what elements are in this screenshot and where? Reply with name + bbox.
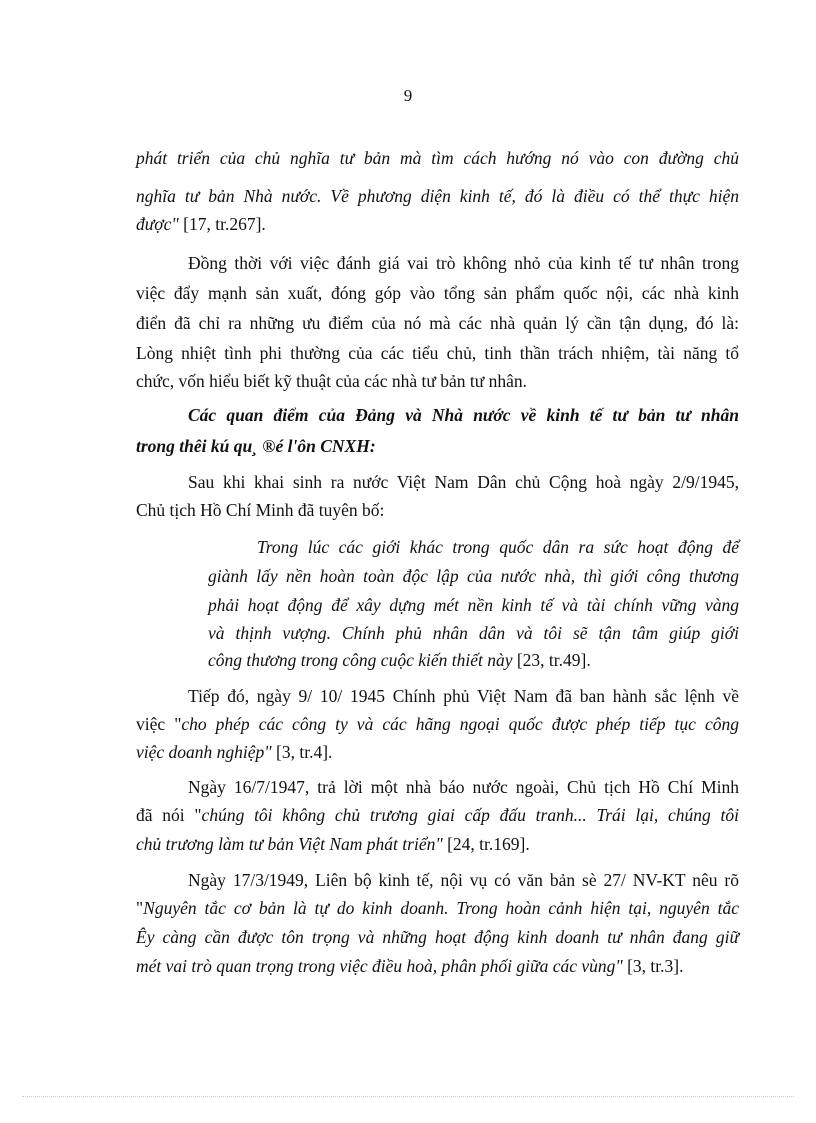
quote-line: phải hoạt động để xây dựng mét nền kinh tế và tài chính vững vàng — [208, 595, 739, 615]
citation: [24, tr.169]. — [442, 834, 530, 854]
text-line — [136, 742, 332, 763]
text-line — [136, 805, 739, 826]
text-line: Ngày 16/7/1947, trả lời một nhà báo nước ngoài, Chủ tịch Hồ Chí Minh — [188, 777, 739, 797]
quote-text: Nguyên tắc cơ bản là tự do kinh doanh. Trong hoàn cảnh hiện tại, nguyên tắc — [143, 898, 739, 918]
text-line — [136, 898, 739, 919]
text-line — [136, 956, 684, 977]
citation: [23, tr.49]. — [512, 650, 591, 670]
citation: [3, tr.4]. — [271, 742, 333, 762]
text-fragment: đã nói " — [136, 805, 202, 825]
quote-text: chúng tôi không chủ trương giai cấp đấu tranh... Trái lại, chúng tôi — [201, 805, 740, 825]
text-line: nghĩa tư bản Nhà nước. Về phương diện kinh tế, đó là điều có thể thực hiện — [136, 186, 739, 206]
text-line: chức, vốn hiểu biết kỹ thuật của các nhà tư bản tư nhân. — [136, 371, 527, 391]
quote-text: mét vai trò quan trọng trong việc điều hoà, phân phối giữa các vùng" — [136, 956, 623, 976]
heading-line: Các quan điểm của Đảng và Nhà nước về kinh tế tư bản tư nhân — [188, 405, 739, 425]
quote-line — [208, 650, 591, 671]
text-fragment: việc " — [136, 714, 182, 734]
quote-line: Trong lúc các giới khác trong quốc dân ra sức hoạt động để — [257, 537, 739, 557]
text-line: Chủ tịch Hồ Chí Minh đã tuyên bố: — [136, 500, 385, 520]
text-line — [136, 834, 530, 855]
page-bottom-divider — [22, 1096, 794, 1097]
quote-line: Êy càng cần được tôn trọng và những hoạt động kinh doanh tư nhân đang giữ — [136, 927, 739, 947]
text-line: Tiếp đó, ngày 9/ 10/ 1945 Chính phủ Việt Nam đã ban hành sắc lệnh về — [188, 686, 739, 706]
text-line: Lòng nhiệt tình phi thường của các tiểu chủ, tinh thần trách nhiệm, tài năng tổ — [136, 343, 739, 363]
text-line: Đồng thời với việc đánh giá vai trò không nhỏ của kinh tế tư nhân trong — [188, 253, 739, 273]
citation: [17, tr.267]. — [178, 214, 266, 234]
text-line — [136, 214, 266, 235]
text-fragment: " — [136, 898, 144, 918]
heading-line: trong thêi kú qu¸ ®é l'ôn CNXH: — [136, 436, 376, 456]
quote-text: chủ trương làm tư bản Việt Nam phát triển" — [136, 834, 443, 854]
quote-text: công thương trong công cuộc kiến thiết này — [208, 650, 513, 670]
quote-line: và thịnh vượng. Chính phủ nhân dân và tôi sẽ tận tâm giúp giới — [208, 623, 739, 643]
text-line: điển đã chỉ ra những ưu điểm của nó mà các nhà quản lý cần tận dụng, đó là: — [136, 313, 739, 333]
page-number: 9 — [403, 86, 413, 105]
text-line: việc đẩy mạnh sản xuất, đóng góp vào tổng sản phẩm quốc nội, các nhà kinh — [136, 283, 739, 303]
quote-text: được" — [136, 214, 179, 234]
text-line: phát triển của chủ nghĩa tư bản mà tìm cách hướng nó vào con đường chủ — [136, 148, 739, 168]
citation: [3, tr.3]. — [622, 956, 684, 976]
text-line: Ngày 17/3/1949, Liên bộ kinh tế, nội vụ có văn bản sè 27/ NV-KT nêu rõ — [188, 870, 739, 890]
quote-text: việc doanh nghiệp" — [136, 742, 272, 762]
quote-text: cho phép các công ty và các hãng ngoại quốc được phép tiếp tục công — [181, 714, 739, 734]
text-line — [136, 714, 739, 735]
text-line: Sau khi khai sinh ra nước Việt Nam Dân chủ Cộng hoà ngày 2/9/1945, — [188, 472, 739, 492]
quote-line: giành lấy nền hoàn toàn độc lập của nước nhà, thì giới công thương — [208, 566, 739, 586]
